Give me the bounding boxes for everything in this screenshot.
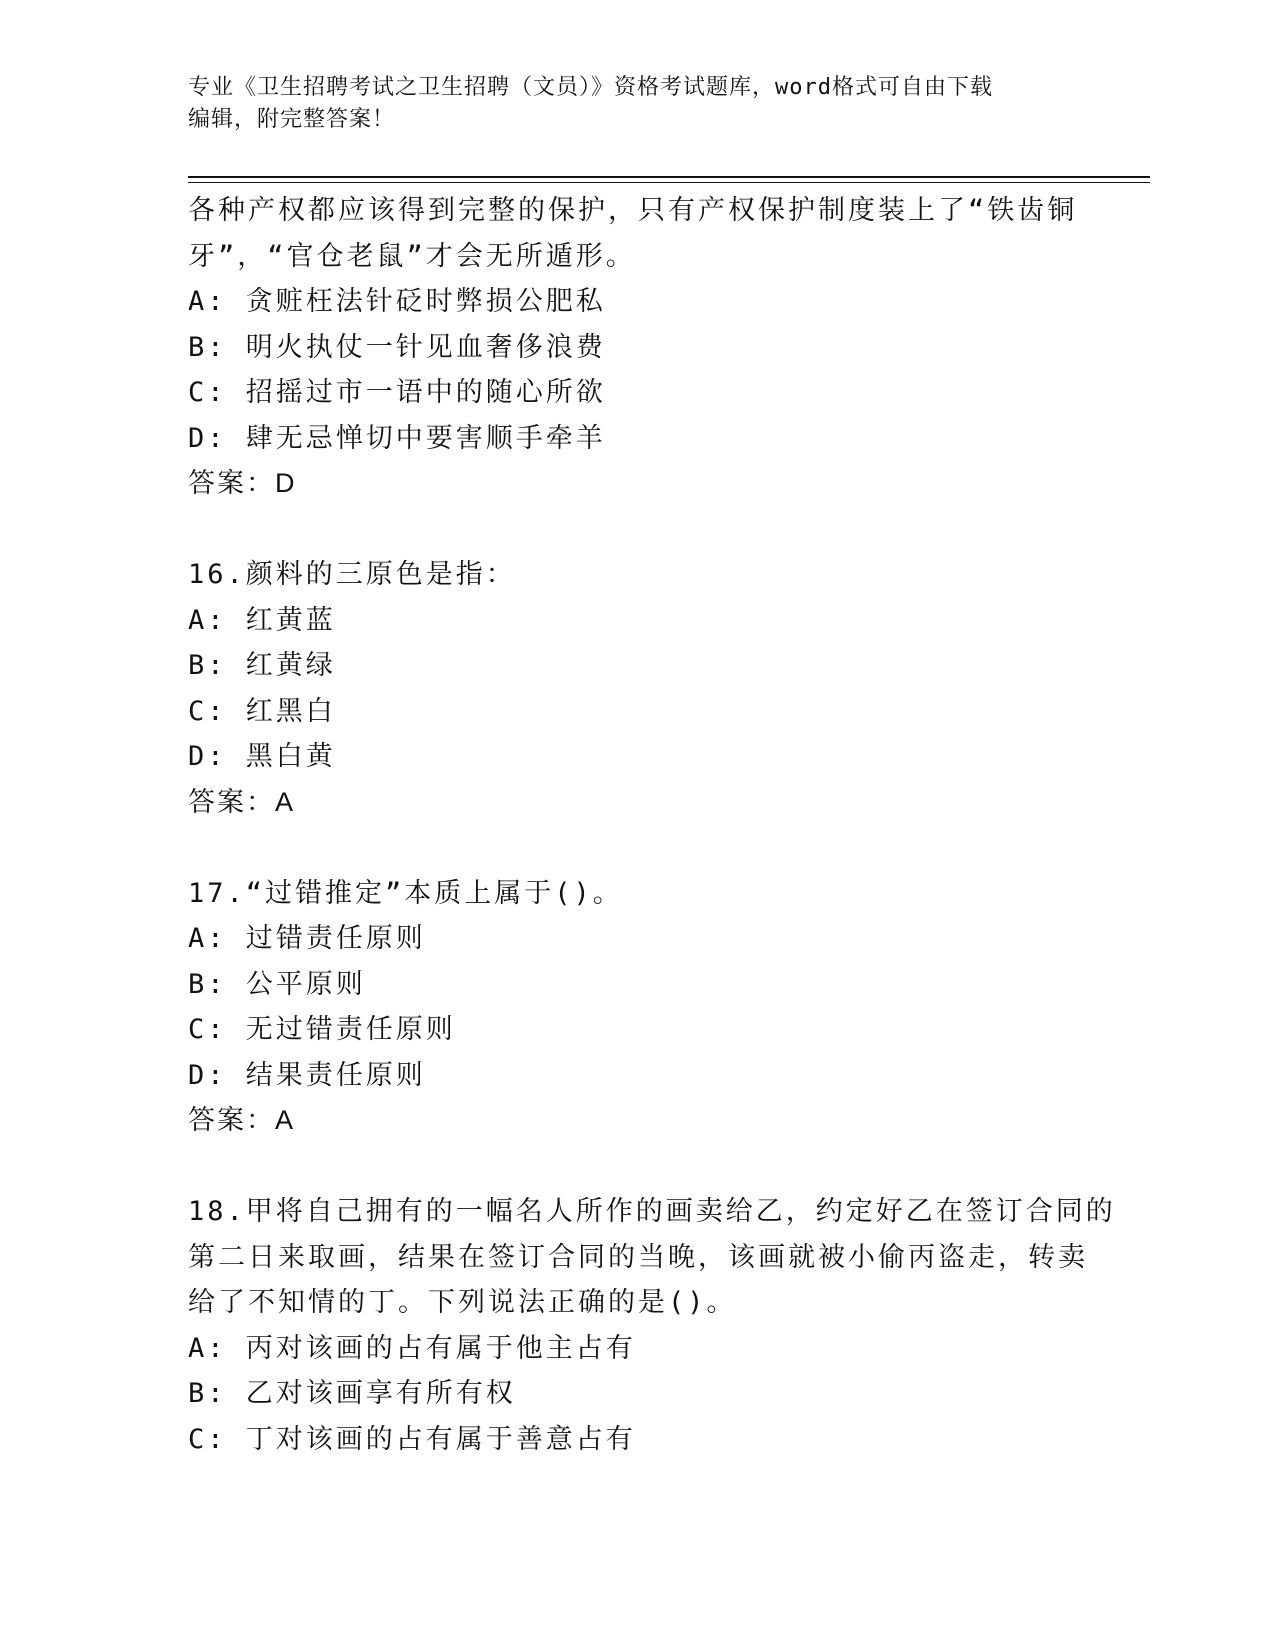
option-b: B: 明火执仗一针见血奢侈浪费 (188, 331, 606, 363)
option-c: C: 招摇过市一语中的随心所欲 (188, 377, 606, 408)
option-c: C: 丁对该画的占有属于善意占有 (188, 1423, 636, 1455)
option-a: A: 过错责任原则 (188, 923, 426, 954)
question-stem-line: 17.“过错推定”本质上属于()。 (188, 877, 623, 909)
spacer (188, 507, 1088, 553)
header-line-2: 编辑，附完整答案！ (188, 107, 396, 132)
question-17 (188, 871, 1088, 1144)
option-a: A: 红黄蓝 (188, 604, 336, 636)
spacer (188, 825, 1088, 871)
answer: 答案：A (188, 1105, 296, 1135)
option-b: B: 乙对该画享有所有权 (188, 1378, 516, 1409)
option-a: A: 贪赃枉法针砭时弊损公肥私 (188, 286, 606, 317)
header-divider-thick (188, 176, 1150, 178)
option-d: D: 黑白黄 (188, 741, 336, 772)
question-stem-line: 18.甲将自己拥有的一幅名人所作的画卖给乙，约定好乙在签订合同的 (188, 1196, 1116, 1227)
question-16 (188, 552, 1088, 825)
question-list (188, 188, 1116, 1462)
option-d: D: 结果责任原则 (188, 1059, 426, 1091)
question-stem-line: 给了不知情的丁。下列说法正确的是()。 (188, 1287, 737, 1318)
question-stem-line: 牙”，“官仓老鼠”才会无所遁形。 (188, 240, 636, 272)
header-divider-thin (188, 182, 1150, 183)
header-line-1: 专业《卫生招聘考试之卫生招聘（文员）》资格考试题库，word格式可自由下载 (188, 75, 993, 100)
option-a: A: 丙对该画的占有属于他主占有 (188, 1332, 636, 1364)
option-c: C: 红黑白 (188, 695, 336, 727)
document-header (188, 72, 1068, 136)
spacer (188, 1144, 1088, 1190)
option-c: C: 无过错责任原则 (188, 1014, 456, 1045)
answer: 答案：A (188, 786, 296, 817)
question-15 (188, 188, 1088, 507)
question-stem-line: 各种产权都应该得到完整的保护，只有产权保护制度装上了“铁齿铜 (188, 195, 1078, 226)
question-stem-line: 16.颜料的三原色是指： (188, 559, 516, 590)
option-d: D: 肆无忌惮切中要害顺手牵羊 (188, 422, 606, 454)
question-18 (188, 1189, 1116, 1462)
option-b: B: 红黄绿 (188, 650, 336, 681)
question-stem-line: 第二日来取画，结果在签订合同的当晚，该画就被小偷丙盗走，转卖 (188, 1241, 1088, 1273)
answer: 答案：D (188, 468, 297, 498)
option-b: B: 公平原则 (188, 968, 366, 1000)
